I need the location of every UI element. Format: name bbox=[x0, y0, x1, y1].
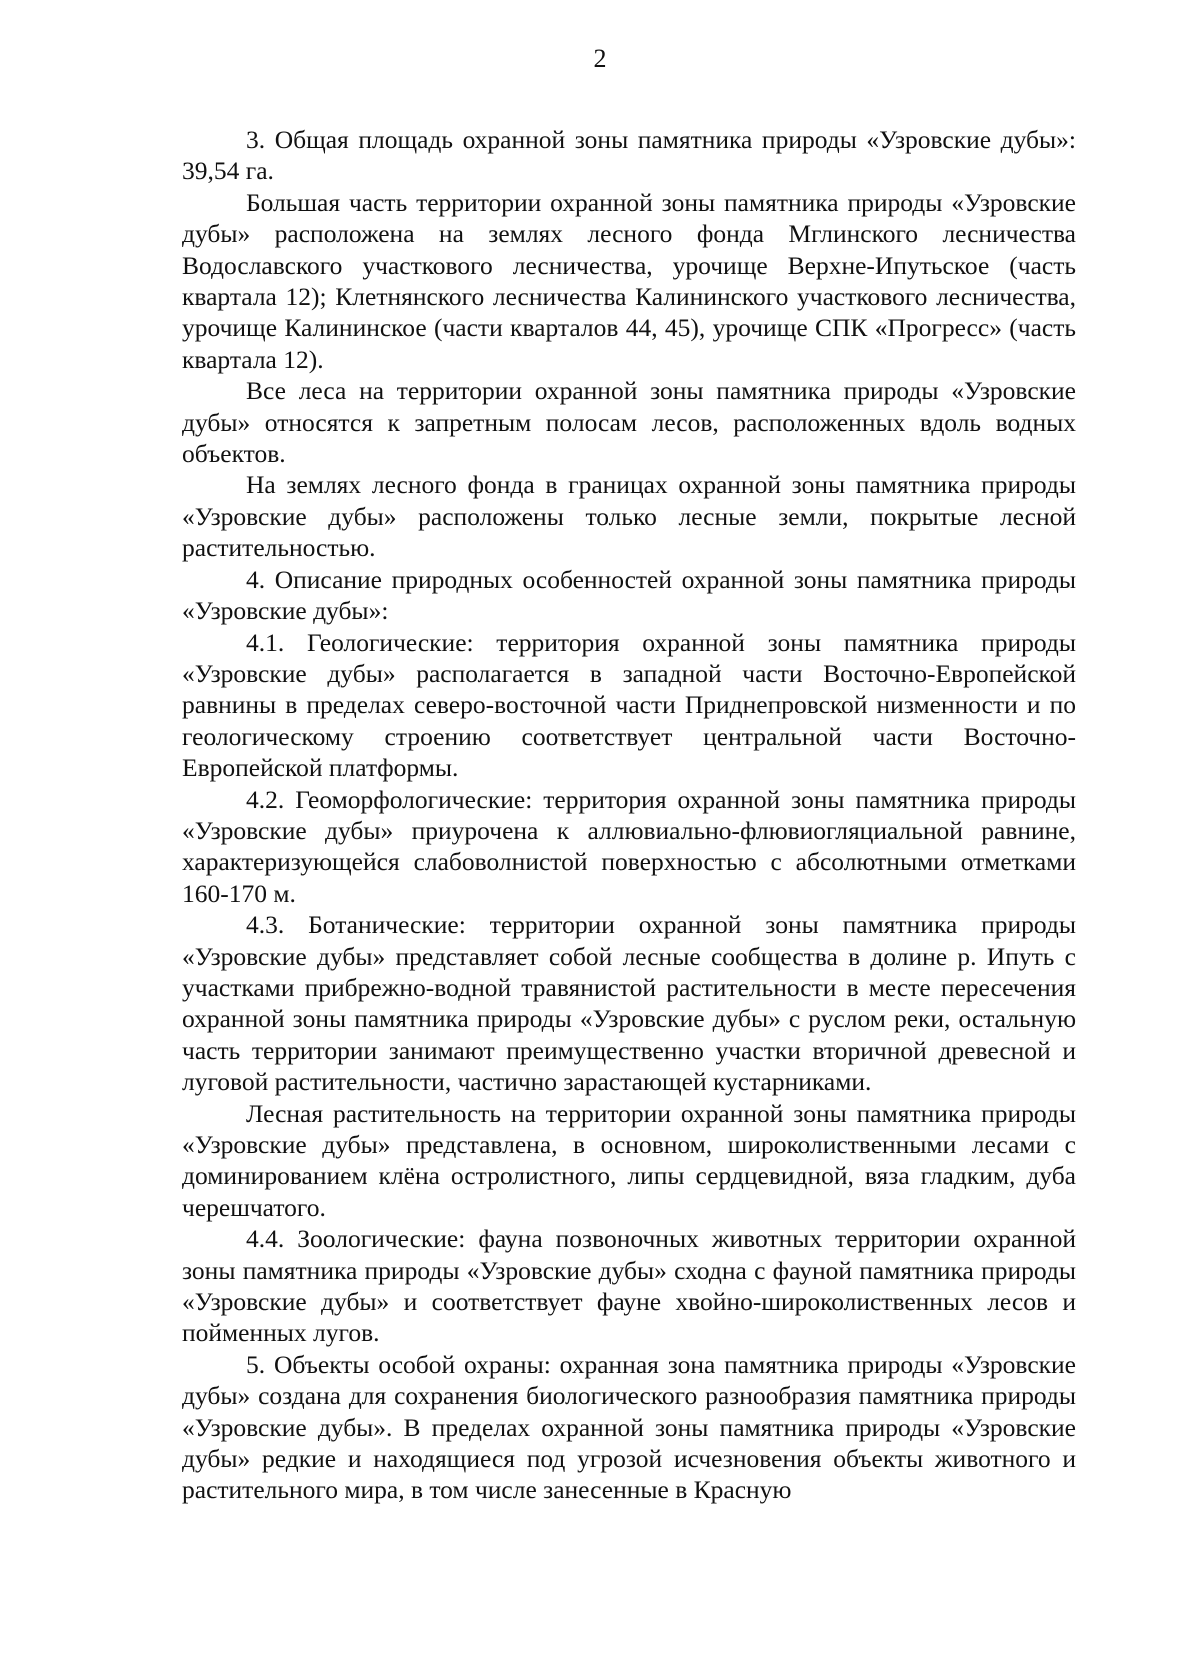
paragraph-4-3-botany: 4.3. Ботанические: территории охранной зоны памятника природы «Узровские дубы» представляет собой лесные сообщества в долине р. Ипуть с участками прибрежно-водной травянистой растительности в месте пересечения охранной зоны памятника природы «Узровские дубы» с руслом реки, остальную часть территории занимают преимущественно участки вторичной древесной и луговой растительности, частично зарастающей кустарниками. bbox=[182, 910, 1076, 1097]
paragraph-forest-lands: На землях лесного фонда в границах охранной зоны памятника природы «Узровские дубы» расположены только лесные земли, покрытые лесной растительностью. bbox=[182, 470, 1076, 563]
page-number: 2 bbox=[593, 44, 607, 73]
paragraph-4-description: 4. Описание природных особенностей охранной зоны памятника природы «Узровские дубы»: bbox=[182, 564, 1076, 626]
paragraph-4-1-geology: 4.1. Геологические: территория охранной зоны памятника природы «Узровские дубы» располагается в западной части Восточно-Европейской равнины в пределах северо-восточной части Приднепровской низменности и по геологическому строению соответствует центральной части Восточно-Европейской платформы. bbox=[182, 627, 1076, 783]
paragraph-3-area: 3. Общая площадь охранной зоны памятника природы «Узровские дубы»: 39,54 га. bbox=[182, 125, 1076, 186]
paragraph-forest-vegetation: Лесная растительность на территории охранной зоны памятника природы «Узровские дубы» представлена, в основном, широколиственными лесами с доминированием клёна остролистного, липы сердцевидной, вяза гладким, дуба черешчатого. bbox=[182, 1098, 1076, 1222]
paragraph-5-protection: 5. Объекты особой охраны: охранная зона памятника природы «Узровские дубы» создана для сохранения биологического разнообразия памятника природы «Узровские дубы». В пределах охранной зоны памятника природы «Узровские дубы» редкие и находящиеся под угрозой исчезновения объекты животного и растительного мира, в том числе занесенные в Красную bbox=[182, 1349, 1076, 1505]
paragraph-4-2-geomorphology: 4.2. Геоморфологические: территория охранной зоны памятника природы «Узровские дубы» приурочена к аллювиально-флювиогляциальной равнине, характеризующейся слабоволнистой поверхностью с абсолютными отметками 160-170 м. bbox=[182, 784, 1076, 908]
paragraph-forests: Все леса на территории охранной зоны памятника природы «Узровские дубы» относятся к запретным полосам лесов, расположенных вдоль водных объектов. bbox=[182, 376, 1076, 469]
paragraph-4-4-zoology: 4.4. Зоологические: фауна позвоночных животных территории охранной зоны памятника природы «Узровские дубы» сходна с фауной памятника природы «Узровские дубы» и соответствует фауне хвойно-широколиственных лесов и пойменных лугов. bbox=[182, 1224, 1076, 1348]
paragraph-territory: Большая часть территории охранной зоны памятника природы «Узровские дубы» расположена на землях лесного фонда Мглинского лесничества Водославского участкового лесничества, урочище Верхне-Ипутьское (часть квартала 12); Клетнянского лесничества Калининского участкового лесничества, урочище Калининское (части кварталов 44, 45), урочище СПК «Прогресс» (часть квартала 12). bbox=[182, 187, 1076, 374]
document-body bbox=[182, 124, 1076, 1506]
